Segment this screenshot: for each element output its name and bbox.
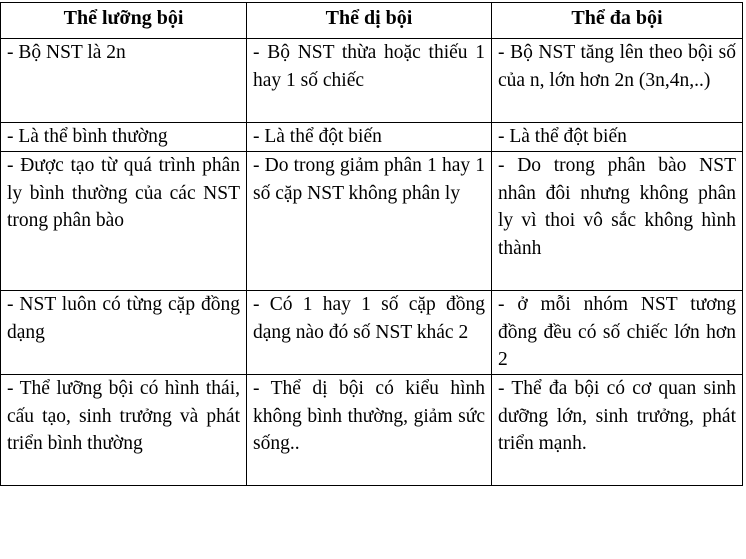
table-row (1, 152, 743, 291)
cell-aneuploid: - Do trong giảm phân 1 hay 1 số cặp NST không phân ly (247, 152, 492, 291)
cell-aneuploid: - Thể dị bội có kiểu hình không bình thường, giảm sức sống.. (247, 375, 492, 486)
header-aneuploid: Thể dị bội (247, 3, 492, 39)
cell-diploid: - NST luôn có từng cặp đồng dạng (1, 291, 247, 375)
table-header (1, 3, 743, 39)
header-polyploid: Thể đa bội (492, 3, 743, 39)
cell-polyploid: - ở mỗi nhóm NST tương đồng đều có số chiếc lớn hơn 2 (492, 291, 743, 375)
cell-aneuploid: - Có 1 hay 1 số cặp đồng dạng nào đó số NST khác 2 (247, 291, 492, 375)
comparison-table (0, 2, 743, 486)
cell-aneuploid: - Là thể đột biến (247, 123, 492, 152)
cell-polyploid: - Là thể đột biến (492, 123, 743, 152)
cell-diploid: - Bộ NST là 2n (1, 39, 247, 123)
header-row (1, 3, 743, 39)
cell-diploid: - Thể lưỡng bội có hình thái, cấu tạo, sinh trưởng và phát triển bình thường (1, 375, 247, 486)
cell-polyploid: - Thể đa bội có cơ quan sinh dưỡng lớn, sinh trưởng, phát triển mạnh. (492, 375, 743, 486)
table-row (1, 39, 743, 123)
table-body (1, 39, 743, 486)
header-diploid: Thể lưỡng bội (1, 3, 247, 39)
cell-diploid: - Là thể bình thường (1, 123, 247, 152)
cell-aneuploid: - Bộ NST thừa hoặc thiếu 1 hay 1 số chiếc (247, 39, 492, 123)
cell-diploid: - Được tạo từ quá trình phân ly bình thường của các NST trong phân bào (1, 152, 247, 291)
table-row (1, 375, 743, 486)
table-row (1, 291, 743, 375)
table-row (1, 123, 743, 152)
cell-polyploid: - Bộ NST tăng lên theo bội số của n, lớn hơn 2n (3n,4n,..) (492, 39, 743, 123)
cell-polyploid: - Do trong phân bào NST nhân đôi nhưng không phân ly vì thoi vô sắc không hình thành (492, 152, 743, 291)
